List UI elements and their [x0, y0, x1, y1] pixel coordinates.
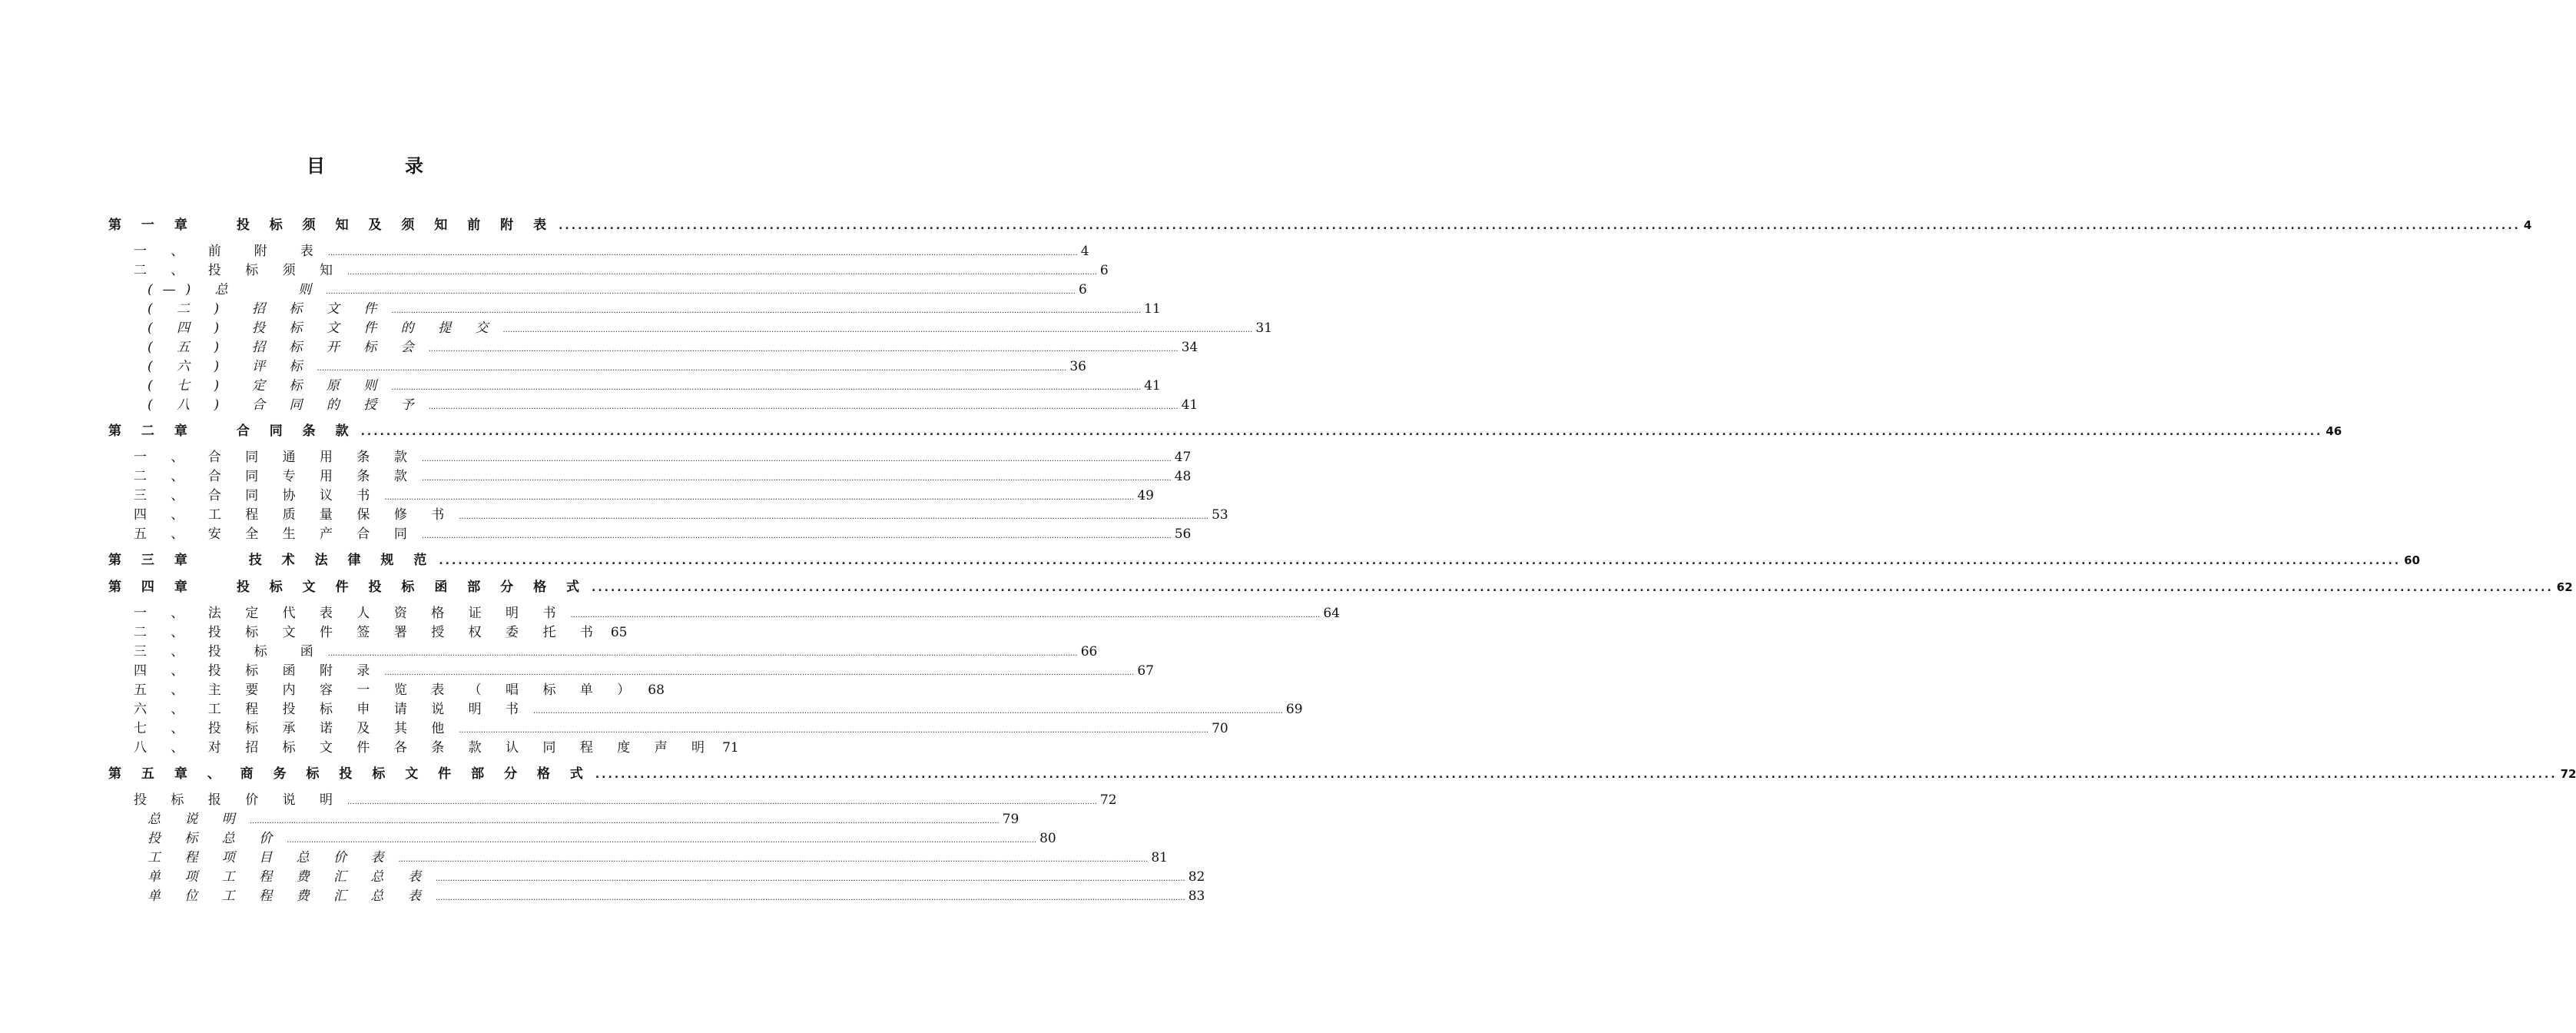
- toc-entry-label: ( 五 ) 招 标 开 标 会: [148, 340, 424, 355]
- toc-entry-label: 总 说 明: [148, 812, 245, 827]
- toc-chapter-entry[interactable]: [108, 764, 2576, 784]
- toc-entry[interactable]: [134, 661, 1154, 681]
- toc-entry-page: 49: [1137, 488, 1154, 503]
- toc-entry[interactable]: [134, 699, 1303, 719]
- toc-entry[interactable]: [134, 680, 665, 700]
- toc-entry-page: 36: [1069, 359, 1086, 374]
- toc-entry-page: 53: [1212, 507, 1228, 523]
- toc-entry-label: 二 、 投 标 须 知: [134, 263, 343, 278]
- toc-entry-page: 11: [1144, 301, 1161, 317]
- toc-entry-label: 五 、 主 要 内 容 一 览 表 （ 唱 标 单 ）: [134, 683, 641, 698]
- toc-entry-page: 6: [1078, 282, 1087, 297]
- toc-entry-page: 46: [2326, 424, 2342, 438]
- toc-entry-page: 48: [1174, 469, 1192, 484]
- dot-leader: [592, 578, 2554, 598]
- toc-entry-page: 34: [1181, 340, 1198, 355]
- toc-entry[interactable]: [148, 280, 1087, 300]
- toc-entry-label: 工 程 项 目 总 价 表: [148, 850, 394, 865]
- toc-entry[interactable]: [148, 829, 1056, 849]
- toc-entry-label: ( 二 ) 招 标 文 件: [148, 301, 387, 317]
- toc-entry-label: 四 、 投 标 函 附 录: [134, 663, 380, 679]
- toc-entry[interactable]: [134, 623, 628, 643]
- toc-entry[interactable]: [148, 357, 1086, 377]
- toc-entry-label: 第 三 章 技 术 法 律 规 范: [108, 553, 435, 568]
- toc-entry-page: 79: [1002, 812, 1019, 827]
- dot-leader: [570, 606, 1320, 626]
- toc-entry-page: 71: [722, 740, 739, 756]
- toc-entry-page: 62: [2556, 580, 2573, 594]
- toc-entry-page: 72: [2560, 767, 2576, 781]
- toc-entry[interactable]: [134, 261, 1109, 281]
- toc-entry-page: 82: [1188, 869, 1205, 885]
- dot-leader: [422, 526, 1172, 546]
- toc-entry-page: 60: [2404, 553, 2420, 567]
- toc-entry-label: 二 、 合 同 专 用 条 款: [134, 469, 417, 484]
- toc-entry-label: 四 、 工 程 质 量 保 修 书: [134, 507, 455, 523]
- toc-entry[interactable]: [148, 867, 1205, 887]
- toc-entry-label: 三 、 合 同 协 议 书: [134, 488, 380, 503]
- dot-leader: [439, 551, 2401, 571]
- toc-entry-label: 三 、 投 标 函: [134, 644, 323, 659]
- toc-entry-page: 67: [1137, 663, 1154, 679]
- toc-entry-label: 第 五 章 、 商 务 标 投 标 文 件 部 分 格 式: [108, 766, 591, 782]
- toc-entry[interactable]: [134, 603, 1340, 623]
- toc-entry-page: 68: [648, 683, 665, 698]
- toc-entry-label: 投 标 报 价 说 明: [134, 792, 343, 808]
- page-title: 目 录: [307, 155, 454, 177]
- toc-entry-label: ( 四 ) 投 标 文 件 的 提 交: [148, 321, 499, 336]
- toc-entry-page: 4: [1080, 244, 1089, 259]
- toc-entry-page: 66: [1080, 644, 1098, 659]
- toc-entry[interactable]: [134, 642, 1098, 662]
- dot-leader: [595, 765, 2558, 785]
- toc-entry-page: 83: [1188, 889, 1205, 904]
- toc-entry[interactable]: [134, 790, 1117, 810]
- toc-entry-page: 70: [1212, 721, 1228, 736]
- toc-entry-page: 81: [1151, 850, 1168, 865]
- dot-leader: [436, 889, 1185, 908]
- dot-leader: [429, 397, 1179, 417]
- toc-entry[interactable]: [148, 337, 1198, 357]
- toc-chapter-entry[interactable]: [108, 550, 2420, 570]
- toc-entry-page: 65: [610, 625, 628, 640]
- toc-entry-page: 64: [1323, 606, 1340, 621]
- toc-entry[interactable]: [148, 886, 1205, 906]
- toc-chapter-entry[interactable]: [108, 215, 2532, 235]
- toc-entry-page: 6: [1099, 263, 1109, 278]
- toc-entry-page: 69: [1285, 702, 1303, 717]
- toc-entry-label: 一 、 合 同 通 用 条 款: [134, 450, 417, 465]
- toc-entry-label: 六 、 工 程 投 标 申 请 说 明 书: [134, 702, 529, 717]
- toc-entry[interactable]: [134, 467, 1192, 487]
- toc-entry-label: 第 一 章 投 标 须 知 及 须 知 前 附 表: [108, 218, 555, 233]
- toc-entry-label: (—) 总 则: [148, 282, 322, 297]
- toc-entry-label: 一 、 前 附 表: [134, 244, 323, 259]
- toc-entry[interactable]: [134, 241, 1089, 261]
- toc-entry-page: 41: [1144, 378, 1161, 394]
- toc-entry-label: ( 七 ) 定 标 原 则: [148, 378, 387, 394]
- toc-entry[interactable]: [134, 505, 1228, 525]
- toc-entry-page: 56: [1174, 526, 1192, 542]
- toc-entry[interactable]: [148, 848, 1168, 868]
- toc-entry-label: 单 位 工 程 费 汇 总 表: [148, 889, 431, 904]
- toc-entry[interactable]: [148, 809, 1019, 829]
- toc-entry-label: 第 二 章 合 同 条 款: [108, 423, 356, 439]
- dot-leader: [361, 422, 2323, 442]
- toc-entry-label: 七 、 投 标 承 诺 及 其 他: [134, 721, 455, 736]
- toc-entry-label: ( 六 ) 评 标: [148, 359, 313, 374]
- toc-chapter-entry[interactable]: [108, 577, 2573, 597]
- toc-entry-page: 4: [2523, 218, 2532, 232]
- toc-entry[interactable]: [148, 299, 1161, 319]
- toc-entry[interactable]: [148, 318, 1273, 338]
- toc-chapter-entry[interactable]: [108, 421, 2342, 441]
- toc-entry-label: 单 项 工 程 费 汇 总 表: [148, 869, 431, 885]
- toc-entry[interactable]: [134, 738, 739, 758]
- toc-entry-label: 投 标 总 价: [148, 831, 283, 846]
- toc-entry-page: 72: [1099, 792, 1117, 808]
- toc-entry[interactable]: [134, 447, 1192, 467]
- toc-entry-label: ( 八 ) 合 同 的 授 予: [148, 397, 424, 413]
- toc-entry[interactable]: [134, 524, 1192, 544]
- toc-entry-label: 八 、 对 招 标 文 件 各 条 款 认 同 程 度 声 明: [134, 740, 715, 756]
- toc-entry-label: 一 、 法 定 代 表 人 资 格 证 明 书: [134, 606, 566, 621]
- toc-entry-label: 第 四 章 投 标 文 件 投 标 函 部 分 格 式: [108, 580, 588, 595]
- toc-entry[interactable]: [148, 376, 1161, 396]
- toc-entry-page: 31: [1255, 321, 1273, 336]
- toc-entry[interactable]: [134, 486, 1154, 506]
- toc-entry[interactable]: [134, 719, 1228, 739]
- toc-entry-page: 41: [1181, 397, 1198, 413]
- dot-leader: [559, 216, 2521, 236]
- toc-entry-page: 80: [1039, 831, 1056, 846]
- toc-entry[interactable]: [148, 395, 1198, 415]
- toc-entry-label: 二 、 投 标 文 件 签 署 授 权 委 托 书: [134, 625, 603, 640]
- toc-entry-page: 47: [1174, 450, 1192, 465]
- dot-leader: [533, 702, 1283, 722]
- toc-entry-label: 五 、 安 全 生 产 合 同: [134, 526, 417, 542]
